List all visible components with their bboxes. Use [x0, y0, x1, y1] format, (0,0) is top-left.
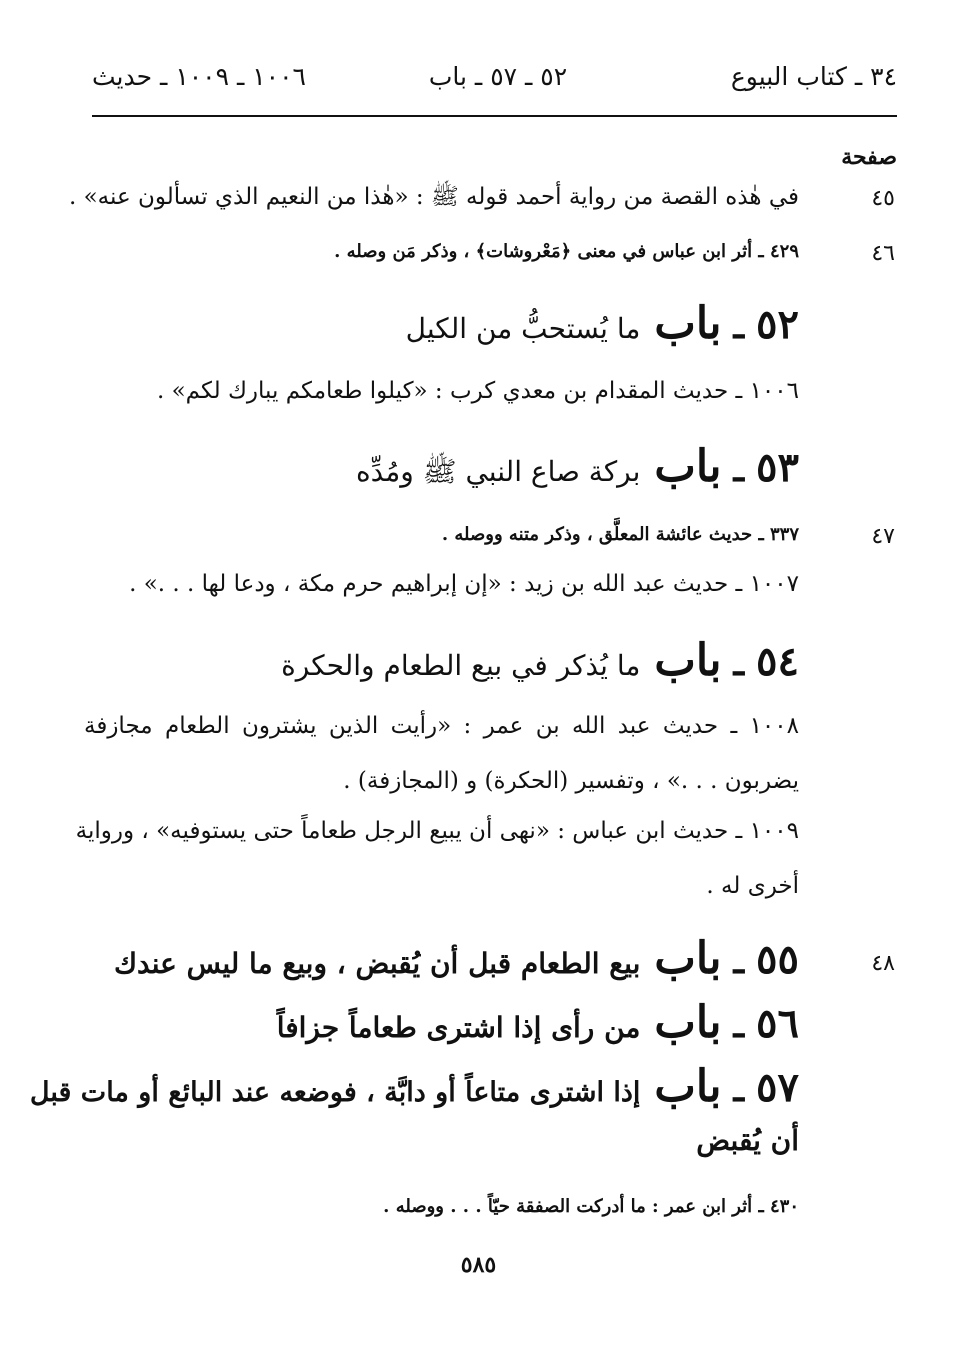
chapter-title: بركة صاع النبي ﷺ ومُدِّه [355, 455, 641, 488]
chapter-53-heading [356, 441, 799, 495]
chapter-52-heading [406, 298, 799, 349]
chapter-55-heading [114, 933, 799, 984]
page-ref-46: ٤٦ [871, 241, 895, 266]
page-ref-48: ٤٨ [871, 951, 895, 976]
entry-line-45: في هٰذه القصة من رواية أحمد قوله ﷺ : «هٰذا من النعيم الذي تسألون عنه» . [68, 184, 799, 210]
chapter-number: ٥٥ [756, 936, 799, 983]
chapter-54-heading [281, 635, 799, 686]
chapter-dash: ـ [733, 940, 745, 982]
chapter-title: من رأى إذا اشترى طعاماً جزافاً [276, 1011, 641, 1044]
chapter-title: إذا اشترى متاعاً أو دابَّة ، فوضعه عند البائع أو مات قبل [29, 1077, 641, 1108]
chapter-dash: ـ [733, 448, 745, 490]
hadith-337: ٣٣٧ ـ حديث عائشة المعلَّق ، وذكر متنه ووصله . [441, 524, 799, 545]
chapter-bab-word: باب [654, 933, 722, 984]
header-bab-range: ٥٢ ـ ٥٧ ـ باب [428, 62, 568, 91]
chapter-number: ٥٦ [756, 1000, 799, 1047]
hadith-1008-line-1: ١٠٠٨ ـ حديث عبد الله بن عمر : «رأيت الذين يشترون الطعام مجازفة [84, 713, 799, 739]
chapter-number: ٥٣ [756, 444, 799, 491]
chapter-dash: ـ [733, 305, 745, 347]
athar-429: ٤٢٩ ـ أثر ابن عباس في معنى ﴿مَعْروشات﴾ ، وذكر مَن وصله . [334, 241, 799, 262]
athar-430: ٤٣٠ ـ أثر ابن عمر : ما أدركت الصفقة حيّاً . . . ووصله . [383, 1196, 799, 1217]
page-column-label: صفحة [841, 144, 897, 170]
chapter-56-heading [277, 997, 799, 1048]
chapter-number: ٥٤ [756, 638, 799, 685]
chapter-dash: ـ [733, 1068, 745, 1110]
hadith-1009-line-2: أخرى له . [706, 873, 799, 899]
chapter-57-heading [30, 1061, 799, 1112]
chapter-bab-word: باب [654, 997, 722, 1048]
header-chapter: ٣٤ ـ كتاب البيوع [730, 62, 897, 91]
chapter-title: ما يُستحبُّ من الكيل [405, 312, 641, 345]
page-ref-47: ٤٧ [871, 524, 895, 549]
chapter-number: ٥٧ [756, 1064, 799, 1111]
chapter-bab-word: باب [654, 441, 722, 492]
chapter-dash: ـ [733, 642, 745, 684]
hadith-1006: ١٠٠٦ ـ حديث المقدام بن معدي كرب : «كيلوا طعامكم يبارك لكم» . [156, 378, 799, 404]
hadith-1008-line-2: يضربون . . .» ، وتفسير (الحكرة) و (المجازفة) . [343, 768, 799, 794]
chapter-title: ما يُذكر في بيع الطعام والحكرة [281, 649, 641, 682]
hadith-1007: ١٠٠٧ ـ حديث عبد الله بن زيد : «إن إبراهيم حرم مكة ، ودعا لها . . .» . [129, 571, 799, 597]
page-number: ٥٨٥ [460, 1252, 497, 1278]
hadith-1009-line-1: ١٠٠٩ ـ حديث ابن عباس : «نهى أن يبيع الرجل طعاماً حتى يستوفيه» ، ورواية [75, 818, 799, 844]
page-ref-45: ٤٥ [871, 186, 895, 211]
header-hadith-range: ١٠٠٦ ـ ١٠٠٩ ـ حديث [92, 62, 306, 91]
chapter-bab-word: باب [654, 635, 722, 686]
chapter-57-title-line-2: أن يُقبض [696, 1124, 799, 1157]
chapter-title: بيع الطعام قبل أن يُقبض ، وبيع ما ليس عندك [113, 947, 641, 980]
chapter-dash: ـ [733, 1004, 745, 1046]
chapter-bab-word: باب [654, 298, 722, 349]
chapter-number: ٥٢ [756, 301, 799, 348]
header-rule [92, 115, 897, 117]
chapter-bab-word: باب [654, 1061, 722, 1112]
